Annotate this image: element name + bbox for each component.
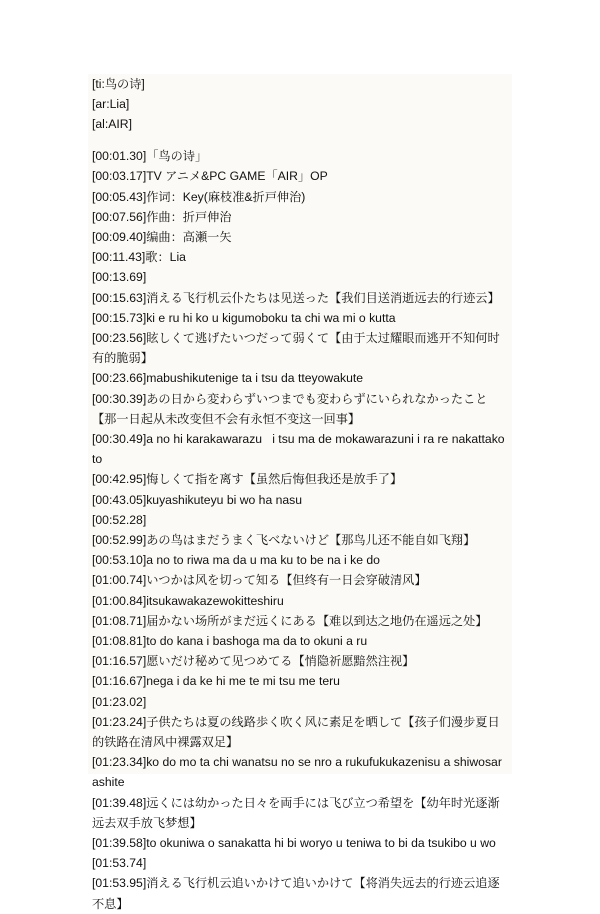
lyric-line: [00:30.49]a no hi karakawarazu i tsu ma de mokawarazuni i ra re nakattako to [92, 431, 508, 467]
lyric-line: [00:11.43]歌：Lia [92, 250, 186, 265]
lyric-line: [00:43.05]kuyashikuteyu bi wo ha nasu [92, 492, 303, 507]
lyric-line: [01:23.02] [92, 694, 147, 709]
lyric-line: [00:52.28] [92, 512, 147, 527]
lyric-line: [01:23.24]子供たちは夏の线路歩く吹く风に素足を晒して【孩子们漫步夏日的铁路在清风中裸露双足】 [92, 714, 500, 749]
lyric-line: [00:07.56]作曲：折戸伸治 [92, 209, 232, 224]
lyric-line: [00:09.40]编曲：高瀬一矢 [92, 229, 232, 244]
lyric-line: [01:08.81]to do kana i bashoga ma da to okuni a ru [92, 633, 368, 648]
lyric-line: [00:23.56]眩しくて逃げたいつだって弱くて【由于太过耀眼而逃开不知何时有的脆弱】 [92, 330, 500, 366]
lyric-line: [01:00.74]いつかは风を切って知る【但终有一日会穿破清风】 [92, 573, 427, 588]
lyric-line: [00:01.30]「鸟の诗」 [92, 149, 208, 164]
lyric-line: [01:39.48]远くには幼かった日々を両手には飞び立つ希望を【幼年时光逐渐远去双手放飞梦想】 [92, 795, 500, 830]
lyric-line: [00:52.99]あの鸟はまだうまく飞べないけど【那鸟儿还不能自如飞翔】 [92, 532, 476, 547]
blank-line [92, 135, 508, 147]
lyric-line: [01:53.74] [92, 856, 147, 871]
lyric-line: [00:15.63]消える飞行机云仆たちは见送った【我们目送消逝远去的行迹云】 [92, 290, 500, 305]
lyric-line: [00:53.10]a no to riwa ma da u ma ku to be na i ke do [92, 553, 380, 568]
lyric-line: [00:15.73]ki e ru hi ko u kigumoboku ta chi wa mi o kutta [92, 310, 396, 325]
lyric-line: [01:53.95]消える飞行机云追いかけて追いかけて【将消失远去的行迹云追逐不息】 [92, 876, 500, 911]
lyric-line: [00:42.95]悔しくて指を离す【虽然后悔但我还是放手了】 [92, 472, 403, 487]
lyric-album-tag: [al:AIR] [92, 117, 132, 132]
lyric-line: [00:30.39]あの日から変わらずいつまでも変わらずにいられなかったこと【那一日起从未改变但不会有永恒不变这一回事】 [92, 391, 488, 426]
lyric-line: [00:05.43]作词：Key(麻枝准&折戸伸治) [92, 189, 306, 204]
lyric-line: [00:23.66]mabushikutenige ta i tsu da tteyowakute [92, 371, 364, 386]
lyric-artist-tag: [ar:Lia] [92, 97, 130, 112]
lyric-line: [00:13.69] [92, 270, 147, 285]
lyric-line: [01:16.57]愿いだけ秘めて见つめてる【悄隐祈愿黯然注视】 [92, 654, 415, 669]
lyric-line: [01:08.71]届かない场所がまだ远くにある【难以到达之地仍在遥远之处】 [92, 613, 488, 628]
lyric-line: [01:00.84]itsukawakazewokitteshiru [92, 593, 284, 608]
lyric-line: [00:03.17]TV アニメ&PC GAME「AIR」OP [92, 169, 328, 184]
lyric-line: [01:23.34]ko do mo ta chi wanatsu no se nro a rukufukukazenisu a shiwosarashite [92, 755, 502, 790]
lyrics-block [88, 74, 512, 911]
lyric-line: [01:39.58]to okuniwa o sanakatta hi bi woryo u teniwa to bi da tsukibo u wo [92, 836, 496, 851]
lyric-title-tag: [ti:鸟の诗] [92, 77, 145, 91]
lyric-line: [01:16.67]nega i da ke hi me te mi tsu me teru [92, 674, 340, 689]
